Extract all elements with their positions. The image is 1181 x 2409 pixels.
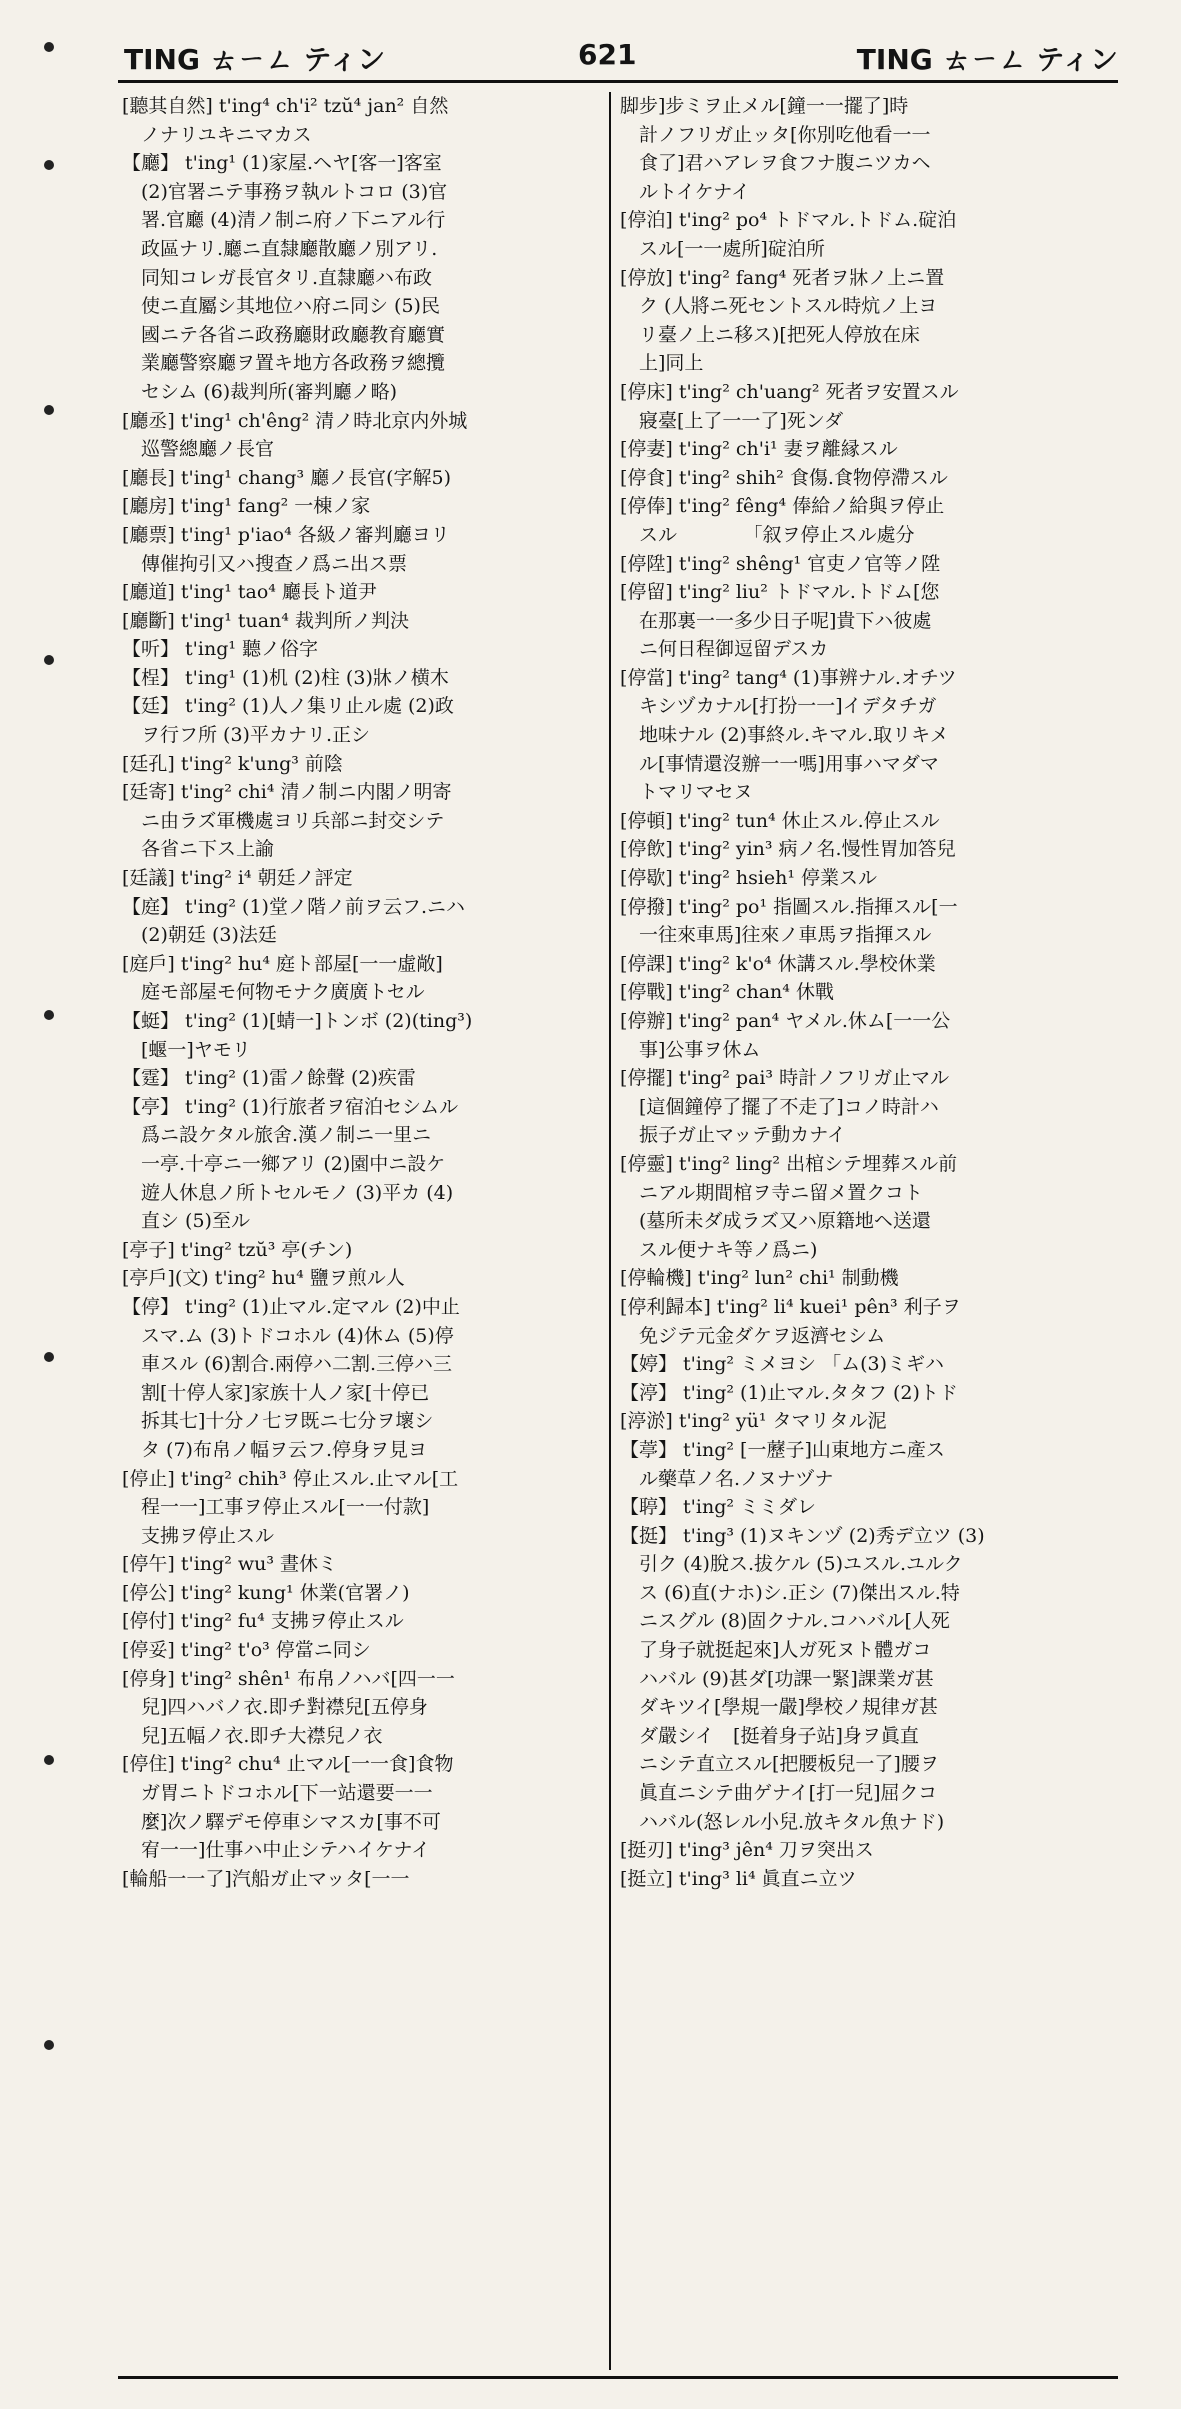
- entry-line: [停俸] t'ing² fêng⁴ 俸給ノ給與ヲ停止: [620, 495, 945, 518]
- entry-line: キシヅカナル[打扮一一]イデタチガ: [620, 695, 937, 718]
- scan-mark: [44, 2040, 54, 2050]
- entry-line: 署.官廳 (4)清ノ制ニ府ノ下ニアル行: [122, 209, 446, 232]
- entry-line: 一亭.十亭ニ一鄉アリ (2)園中ニ設ケ: [122, 1152, 446, 1175]
- scan-mark: [44, 160, 54, 170]
- entry-line: [停放] t'ing² fang⁴ 死者ヲ牀ノ上ニ置: [620, 266, 945, 289]
- entry-line: [亭戶](文) t'ing² hu⁴ 鹽ヲ煎ル人: [122, 1267, 405, 1290]
- entry-line: セシム (6)裁判所(審判廳ノ略): [122, 380, 398, 403]
- entry-line: 車スル (6)割合.兩停ハ二割.三停ハ三: [122, 1353, 453, 1376]
- entry-line: [停撥] t'ing² po¹ 指圖スル.指揮スル[一: [620, 895, 958, 918]
- entry-line: ル[事情還沒辦一一嗎]用事ハマダマ: [620, 752, 939, 775]
- entry-line: 【葶】 t'ing² [一藶子]山東地方ニ產ス: [620, 1438, 945, 1461]
- entry-line: [停留] t'ing² liu² トドマル.トドム[您: [620, 581, 940, 604]
- entry-line: 國ニテ各省ニ政務廳財政廳教育廳實: [122, 323, 446, 346]
- entry-line: 地味ナル (2)事終ル.キマル.取リキメ: [620, 724, 949, 747]
- entry-line: ノナリユキニマカス: [122, 123, 312, 146]
- entry-line: ニ何日程御逗留デスカ: [620, 638, 829, 661]
- entry-line: 同知コレガ長官タリ.直隸廳ハ布政: [122, 266, 433, 289]
- scan-mark: [44, 655, 54, 665]
- entry-line: ハバル (9)甚ダ[功課一緊]課業ガ甚: [620, 1667, 934, 1690]
- entry-line: 振子ガ止マッテ動カナイ: [620, 1124, 846, 1147]
- entry-line: スル便ナキ等ノ爲ニ): [620, 1238, 818, 1261]
- entry-line: 支拂ヲ停止スル: [122, 1524, 275, 1547]
- entry-line: 【蜓】 t'ing² (1)[蜻一]トンボ (2)(ting³): [122, 1010, 473, 1032]
- entry-line: [廳長] t'ing¹ chang³ 廳ノ長官(字解5): [122, 466, 452, 489]
- entry-line: [停當] t'ing² tang⁴ (1)事辨ナル.オチツ: [620, 666, 957, 689]
- entry-line: [停公] t'ing² kung¹ 休業(官署ノ): [122, 1581, 410, 1604]
- entry-line: 免ジテ元金ダケヲ返濟セシム: [620, 1324, 886, 1347]
- entry-line: [廳丞] t'ing¹ ch'êng² 清ノ時北京内外城: [122, 409, 468, 432]
- entry-line: 程一一]工事ヲ停止スル[一一付款]: [122, 1496, 430, 1519]
- entry-line: [停戰] t'ing² chan⁴ 休戰: [620, 981, 834, 1004]
- entry-line: ハバル(怒レル小兒.放キタル魚ナド): [620, 1810, 945, 1833]
- entry-line: [亭子] t'ing² tzŭ³ 亭(チン): [122, 1238, 353, 1261]
- entry-line: 兒]五幅ノ衣.即チ大襟兒ノ衣: [122, 1724, 383, 1747]
- scan-mark: [44, 1010, 54, 1020]
- scan-mark: [44, 42, 54, 52]
- header-left-guide: TING ㄊㄧㄥ ティン: [124, 43, 386, 76]
- page-number: 621: [578, 38, 637, 71]
- entry-line: [停飲] t'ing² yin³ 病ノ名.慢性胃加答兒: [620, 838, 956, 861]
- entry-line: 計ノフリガ止ッタ[你別吃他看一一: [620, 123, 931, 146]
- entry-line: [這個鐘停了擺了不走了]コノ時計ハ: [620, 1095, 939, 1118]
- entry-line: [挺刃] t'ing³ jên⁴ 刀ヲ突出ス: [620, 1839, 874, 1862]
- entry-line: 各省ニ下ス上諭: [122, 838, 275, 861]
- entry-line: スマ.ム (3)トドコホル (4)休ム (5)停: [122, 1324, 454, 1347]
- entry-line: 【婷】 t'ing² ミメヨシ 「ム(3)ミギハ: [620, 1353, 944, 1376]
- entry-line: [廳票] t'ing¹ p'iao⁴ 各級ノ審判廳ヨリ: [122, 523, 450, 546]
- entry-line: 遊人休息ノ所トセルモノ (3)平カ (4): [122, 1181, 454, 1204]
- entry-line: [廳道] t'ing¹ tao⁴ 廳長ト道尹: [122, 581, 377, 604]
- entry-line: 【庭】 t'ing² (1)堂ノ階ノ前ヲ云フ.ニハ: [122, 895, 465, 918]
- entry-line: (墓所未ダ成ラズ又ハ原籍地ヘ送還: [620, 1210, 931, 1233]
- entry-line: 【停】 t'ing² (1)止マル.定マル (2)中止: [122, 1295, 460, 1318]
- entry-line: 庭モ部屋モ何物モナク廣廣トセル: [122, 981, 425, 1004]
- entry-line: 寢臺[上了一一了]死ンダ: [620, 409, 844, 432]
- entry-line: 【挺】 t'ing³ (1)ヌキンヅ (2)秀デ立ツ (3): [620, 1524, 985, 1547]
- entry-line: 【聤】 t'ing² ミミダレ: [620, 1496, 817, 1519]
- entry-line: 【霆】 t'ing² (1)雷ノ餘聲 (2)疾雷: [122, 1067, 416, 1090]
- entry-line: 引ク (4)脫ス.拔ケル (5)ユスル.ユルク: [620, 1553, 963, 1576]
- entry-line: 上]同上: [620, 352, 704, 375]
- entry-line: [停靈] t'ing² ling² 出棺シテ埋葬スル前: [620, 1152, 958, 1175]
- entry-line: 了身子就挺起來]人ガ死ヌト體ガコ: [620, 1639, 932, 1662]
- entry-line: スル 「叙ヲ停止スル處分: [620, 523, 915, 546]
- entry-line: ルトイケナイ: [620, 180, 750, 203]
- entry-line: 業廳警察廳ヲ置キ地方各政務ヲ總攬: [122, 352, 446, 375]
- entry-line: 拆其七]十分ノ七ヲ既ニ七分ヲ壞シ: [122, 1410, 434, 1433]
- entry-line: ヲ行フ所 (3)平カナリ.正シ: [122, 724, 370, 747]
- entry-line: 【听】 t'ing¹ 聽ノ俗字: [122, 638, 319, 661]
- scan-mark: [44, 405, 54, 415]
- entry-line: 【桯】 t'ing¹ (1)机 (2)柱 (3)牀ノ横木: [122, 666, 449, 689]
- entry-line: ニシテ直立スル[把腰板兒一了]腰ヲ: [620, 1753, 939, 1776]
- entry-line: ニアル期間棺ヲ寺ニ留メ置クコト: [620, 1181, 923, 1204]
- entry-line: ダ嚴シイ [挺着身子站]身ヲ眞直: [620, 1724, 919, 1747]
- entry-line: 使ニ直屬シ其地位ハ府ニ同シ (5)民: [122, 295, 440, 318]
- entry-line: 脚步]步ミヲ止メル[鐘一一擺了]時: [620, 95, 909, 117]
- entry-line: 割[十停人家]家族十人ノ家[十停已: [122, 1381, 430, 1404]
- entry-line: [停擺] t'ing² pai³ 時計ノフリガ止マル: [620, 1067, 950, 1090]
- entry-line: 【渟】 t'ing² (1)止マル.タタフ (2)トド: [620, 1381, 958, 1404]
- scan-mark: [44, 1352, 54, 1362]
- entry-line: [停身] t'ing² shên¹ 布帛ノハバ[四一一: [122, 1667, 455, 1690]
- entry-line: ニスグル (8)固クナル.コハバル[人死: [620, 1610, 950, 1633]
- entry-line: [停課] t'ing² k'o⁴ 休講スル.學校休業: [620, 952, 936, 975]
- entry-line: [停妻] t'ing² ch'i¹ 妻ヲ離縁スル: [620, 438, 898, 461]
- entry-line: 巡警總廳ノ長官: [122, 438, 275, 461]
- entry-line: [停住] t'ing² chu⁴ 止マル[一一食]食物: [122, 1753, 454, 1776]
- entry-line: ル藥草ノ名.ノヌナヅナ: [620, 1467, 834, 1490]
- entry-line: 食了]君ハアレヲ食フナ腹ニツカヘ: [620, 152, 931, 175]
- entry-line: ス (6)直(ナホ)シ.正シ (7)傑出スル.特: [620, 1581, 960, 1604]
- entry-line: [廷議] t'ing² i⁴ 朝廷ノ評定: [122, 867, 353, 890]
- entry-line: スル[一一處所]碇泊所: [620, 237, 825, 260]
- entry-line: [庭戶] t'ing² hu⁴ 庭ト部屋[一一虛敞]: [122, 952, 443, 975]
- entry-line: 事]公事ヲ休ム: [620, 1038, 761, 1061]
- entry-line: 政區ナリ.廳ニ直隸廳散廳ノ別アリ.: [122, 237, 438, 260]
- column-divider: [609, 92, 611, 2370]
- entry-line: [停利歸本] t'ing² li⁴ kuei¹ pên³ 利子ヲ: [620, 1295, 961, 1318]
- entry-line: [停妥] t'ing² t'o³ 停當ニ同シ: [122, 1639, 371, 1662]
- entry-line: [停止] t'ing² chih³ 停止スル.止マル[工: [122, 1467, 459, 1490]
- entry-line: ニ由ラズ軍機處ヨリ兵部ニ封交シテ: [122, 809, 445, 832]
- entry-line: 【廷】 t'ing² (1)人ノ集リ止ル處 (2)政: [122, 695, 454, 718]
- entry-line: タ (7)布帛ノ幅ヲ云フ.停身ヲ見ヨ: [122, 1438, 427, 1461]
- entry-line: [廷孔] t'ing² k'ung³ 前陰: [122, 752, 343, 775]
- entry-line: 麼]次ノ驛デモ停車シマスカ[事不可: [122, 1810, 441, 1833]
- entry-line: [停頓] t'ing² tun⁴ 休止スル.停止スル: [620, 809, 940, 832]
- entry-line: [輪船一一了]汽船ガ止マッタ[一一: [122, 1867, 410, 1890]
- entry-line: [停歇] t'ing² hsieh¹ 停業スル: [620, 867, 878, 890]
- entry-line: [停床] t'ing² ch'uang² 死者ヲ安置スル: [620, 380, 959, 403]
- entry-line: 【廳】 t'ing¹ (1)家屋.ヘヤ[客一]客室: [122, 152, 442, 175]
- entry-line: ク (人將ニ死セントスル時炕ノ上ヨ: [620, 295, 938, 318]
- left-column: [122, 92, 604, 2370]
- entry-line: 兒]四ハバノ衣.即チ對襟兒[五停身: [122, 1696, 428, 1719]
- entry-line: [停泊] t'ing² po⁴ トドマル.トドム.碇泊: [620, 209, 957, 232]
- entry-line: [停食] t'ing² shih² 食傷.食物停滯スル: [620, 466, 948, 489]
- entry-line: 一往來車馬]往來ノ車馬ヲ指揮スル: [620, 924, 932, 947]
- scan-mark: [44, 1755, 54, 1765]
- entry-line: [聽其自然] t'ing⁴ ch'i² tzŭ⁴ jan² 自然: [122, 95, 449, 117]
- footer-rule: [118, 2376, 1118, 2379]
- entry-line: 宥一一]仕事ハ中止シテハイケナイ: [122, 1839, 431, 1862]
- entry-line: リ臺ノ上ニ移ス)[把死人停放在床: [620, 323, 920, 346]
- entry-line: (2)朝廷 (3)法廷: [122, 924, 277, 947]
- entry-line: [廷寄] t'ing² chi⁴ 清ノ制ニ内閣ノ明寄: [122, 781, 452, 804]
- header-right-guide: TING ㄊㄧㄥ ティン: [856, 43, 1118, 76]
- entry-line: [渟淤] t'ing² yü¹ タマリタル泥: [620, 1410, 887, 1433]
- entry-line: 爲ニ設ケタル旅舍.漢ノ制ニ一里ニ: [122, 1124, 432, 1147]
- entry-line: [停陞] t'ing² shêng¹ 官吏ノ官等ノ陞: [620, 552, 941, 575]
- entry-line: 直シ (5)至ル: [122, 1210, 250, 1233]
- entry-line: [挺立] t'ing³ li⁴ 眞直ニ立ツ: [620, 1867, 857, 1890]
- entry-line: 【亭】 t'ing² (1)行旅者ヲ宿泊セシムル: [122, 1095, 459, 1118]
- header-rule: [118, 80, 1118, 83]
- entry-line: ガ胃ニトドコホル[下一站還要一一: [122, 1782, 433, 1805]
- entry-line: [停辦] t'ing² pan⁴ ヤメル.休ム[一一公: [620, 1010, 951, 1032]
- entry-line: [停輪機] t'ing² lun² chi¹ 制動機: [620, 1267, 899, 1290]
- entry-line: [廳房] t'ing¹ fang² 一棟ノ家: [122, 495, 371, 518]
- entry-line: [蝘一]ヤモリ: [122, 1038, 251, 1061]
- page-header: [118, 30, 1118, 82]
- entry-line: 眞直ニシテ曲ゲナイ[打一兒]屈クコ: [620, 1782, 938, 1805]
- entry-line: [停付] t'ing² fu⁴ 支拂ヲ停止スル: [122, 1610, 404, 1633]
- entry-line: ダキツイ[學規一嚴]學校ノ規律ガ甚: [620, 1696, 938, 1719]
- entry-line: 在那裏一一多少日子呢]貴下ハ彼處: [620, 609, 932, 632]
- entry-line: (2)官署ニテ事務ヲ執ルトコロ (3)官: [122, 180, 448, 203]
- entry-line: [停午] t'ing² wu³ 晝休ミ: [122, 1553, 338, 1576]
- entry-line: [廳斷] t'ing¹ tuan⁴ 裁判所ノ判決: [122, 609, 409, 632]
- entry-line: 傳催拘引又ハ搜查ノ爲ニ出ス票: [122, 552, 408, 575]
- right-column: [620, 92, 1102, 2370]
- entry-line: トマリマセヌ: [620, 781, 753, 804]
